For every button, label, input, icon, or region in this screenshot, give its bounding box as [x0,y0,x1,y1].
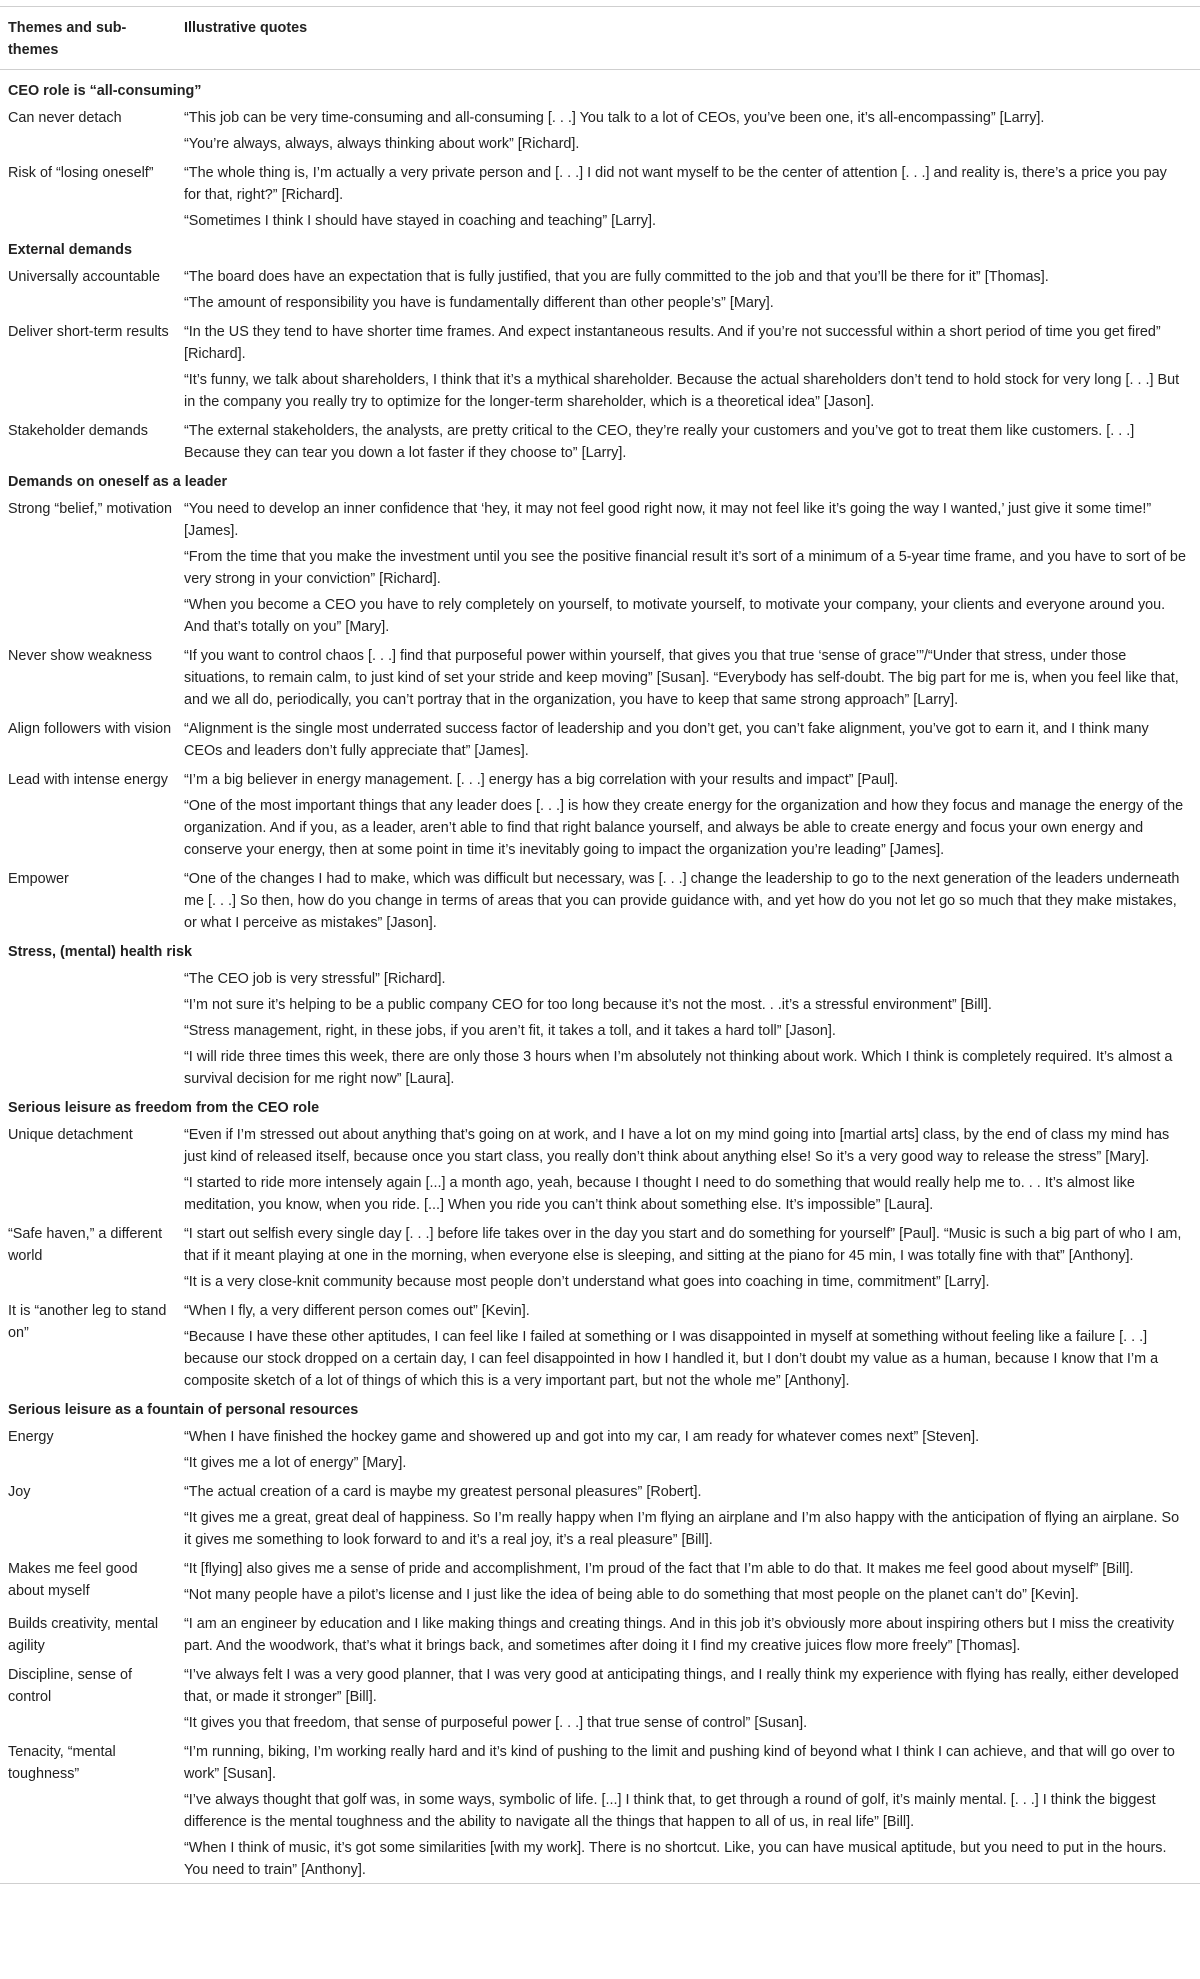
subtheme-label: Discipline, sense of control [8,1667,132,1705]
quote-text: “It [flying] also gives me a sense of pride and accomplishment, I’m proud of the fact that I’m able to do that. It makes me feel good about myself” [Bill]. [184,1561,1134,1577]
quote-row [0,1295,1200,1324]
subtheme-label: Builds creativity, mental agility [8,1616,159,1654]
quote-row [0,640,1200,713]
quote-text: “If you want to control chaos [. . .] find that purposeful power within yourself, that gives you that true ‘sense of grace’”/“Under that stress, under those situations, to remain calm, to just kind of set your stride and keep moving” [Susan]. “Everybody has self-doubt. The big part for me is, when you feel like that, and we all do, periodically, you can’t portray that in the organization, you have to keep that same strong approach” [Larry]. [184,648,1179,708]
theme-heading: Serious leisure as freedom from the CEO role [8,1100,320,1116]
quote-text: “I’m not sure it’s helping to be a public company CEO for too long because it’s not the most. . .it’s a stressful environment” [Bill]. [184,997,992,1013]
subtheme-label: Energy [8,1429,54,1445]
quote-row [0,367,1200,415]
quote-row [0,1787,1200,1835]
quote-row [0,713,1200,764]
quote-row [0,1582,1200,1608]
quote-text: “When you become a CEO you have to rely completely on yourself, to motivate yourself, to motivate your company, your clients and everyone around you. And that’s totally on you” [Mary]. [184,597,1166,635]
table-header [0,7,1200,70]
theme-heading: External demands [8,242,132,258]
header-row [0,7,1200,70]
bottom-rule-cell [0,1884,1200,1886]
quote-row [0,1835,1200,1884]
bottom-rule [0,1884,1200,1886]
subtheme-label: Universally accountable [8,269,160,285]
quote-row [0,1269,1200,1295]
subtheme-label: Empower [8,871,69,887]
quote-text: “One of the changes I had to make, which was difficult but necessary, was [. . .] change the leadership to go to the next generation of the leaders underneath me [. . .] So then, how do you change in terms of areas that you can provide guidance with, and yet how do you not let go so much that they make mistakes, or what I perceive as mistakes” [Jason]. [184,871,1180,931]
theme-heading: Stress, (mental) health risk [8,944,192,960]
quote-text: “I’m a big believer in energy management. [. . .] energy has a big correlation with your results and impact” [Paul]. [184,772,899,788]
subtheme-label: Makes me feel good about myself [8,1561,138,1599]
quote-row [0,863,1200,936]
quote-row [0,264,1200,290]
quote-text: “It gives you that freedom, that sense of purposeful power [. . .] that true sense of control” [Susan]. [184,1715,808,1731]
subtheme-label: It is “another leg to stand on” [8,1303,167,1341]
quote-text: “When I think of music, it’s got some similarities [with my work]. There is no shortcut. Like, you can have musical aptitude, but you need to put in the hours. You need to train” [Anthony]. [184,1840,1167,1878]
quote-text: “It gives me a lot of energy” [Mary]. [184,1455,407,1471]
quote-text: “The board does have an expectation that is fully justified, that you are fully committed to the job and that you’ll be there for it” [Thomas]. [184,269,1049,285]
quote-text: “It gives me a great, great deal of happiness. So I’m really happy when I’m flying an airplane and I’m also happy with the anticipation of flying an airplane. So it gives me something to look forward to and it’s a real joy, it’s a real pleasure” [Bill]. [184,1510,1180,1548]
quote-row [0,966,1200,992]
quote-text: “When I have finished the hockey game and showered up and got into my car, I am ready for whatever comes next” [Steven]. [184,1429,980,1445]
quote-row [0,1170,1200,1218]
quote-text: “I’m running, biking, I’m working really hard and it’s kind of pushing to the limit and pushing kind of beyond what I think I can achieve, and that will go over to work” [Susan]. [184,1744,1175,1782]
quote-text: “I’ve always felt I was a very good planner, that I was very good at anticipating things, and I really think my experience with flying has really, either developed that, or made it stronger” [Bill]. [184,1667,1179,1705]
subtheme-label: Stakeholder demands [8,423,148,439]
quote-text: “From the time that you make the investment until you see the positive financial result it’s sort of a minimum of a 5-year time frame, and you have to sort of be very strong in your conviction” [Richard]. [184,549,1186,587]
theme-row [0,466,1200,496]
quote-row [0,157,1200,208]
quote-text: “Stress management, right, in these jobs, if you aren’t fit, it takes a toll, and it takes a hard toll” [Jason]. [184,1023,836,1039]
quote-text: “I will ride three times this week, there are only those 3 hours when I’m absolutely not thinking about work. Which I think is completely required. It’s almost a survival decision for me right now” [Laura]. [184,1049,1173,1087]
quote-row [0,1505,1200,1553]
quote-text: “Sometimes I think I should have stayed in coaching and teaching” [Larry]. [184,213,656,229]
subtheme-label: Lead with intense energy [8,772,169,788]
quotes-column-header: Illustrative quotes [176,7,1200,70]
subtheme-label: Unique detachment [8,1127,133,1143]
quote-text: “You need to develop an inner confidence that ‘hey, it may not feel good right now, it may not feel like it’s going the way I wanted,’ just give it some time!” [James]. [184,501,1152,539]
quote-row [0,592,1200,640]
table-body [0,70,1200,1884]
theme-row [0,1092,1200,1122]
quote-row [0,496,1200,544]
subtheme-label: Strong “belief,” motivation [8,501,172,517]
quote-row [0,1018,1200,1044]
quote-row [0,1710,1200,1736]
quote-row [0,1736,1200,1787]
quote-row [0,1424,1200,1450]
quote-text: “Because I have these other aptitudes, I can feel like I failed at something or I was disappointed in myself at something without feeling like a failure [. . .] because our stock dropped on a certain day, I can feel disappointed in how I handled it, but I don’t doubt my value as a human, because I know that I’m a composite sketch of a lot of things of which this is a very important part, but not the whole me” [Anthony]. [184,1329,1159,1389]
quote-row [0,131,1200,157]
theme-heading: CEO role is “all-consuming” [8,83,202,99]
subtheme-label: “Safe haven,” a different world [8,1226,163,1264]
quote-text: “Even if I’m stressed out about anything that’s going on at work, and I have a lot on my mind going into [martial arts] class, by the end of class my mind has just kind of released itself, because once you start class, you really don’t think about anything else! So it’s a very good way to release the stress” [Mary]. [184,1127,1170,1165]
quote-row [0,1044,1200,1092]
quote-text: “I start out selfish every single day [. . .] before life takes over in the day you start and do something for yourself” [Paul]. “Music is such a big part of who I am, that if it meant playing at one in the morning, when everyone else is sleeping, and sitting at the piano for 45 min, I was totally fine with that” [Anthony]. [184,1226,1182,1264]
quote-text: “It is a very close-knit community because most people don’t understand what goes into coaching in time, commitment” [Larry]. [184,1274,990,1290]
themes-quotes-table [0,6,1200,1885]
quote-row [0,208,1200,234]
subtheme-label: Joy [8,1484,31,1500]
quote-text: “Not many people have a pilot’s license and I just like the idea of being able to do something that most people on the planet can’t do” [Kevin]. [184,1587,1079,1603]
quote-row [0,1450,1200,1476]
quote-row [0,290,1200,316]
theme-heading: Serious leisure as a fountain of personal resources [8,1402,359,1418]
quote-text: “The amount of responsibility you have is fundamentally different than other people’s” [Mary]. [184,295,774,311]
quote-row [0,793,1200,863]
quote-row [0,105,1200,131]
quote-text: “When I fly, a very different person comes out” [Kevin]. [184,1303,530,1319]
quote-row [0,1659,1200,1710]
quote-row [0,1122,1200,1170]
theme-row [0,234,1200,264]
subtheme-label: Never show weakness [8,648,152,664]
quote-text: “You’re always, always, always thinking about work” [Richard]. [184,136,580,152]
quote-text: “It’s funny, we talk about shareholders, I think that it’s a mythical shareholder. Because the actual shareholders don’t tend to hold stock for very long [. . .] But in the company you really try to optimize for the longer-term shareholder, which is a theoretical idea” [Jason]. [184,372,1180,410]
quote-row [0,1608,1200,1659]
theme-row [0,1394,1200,1424]
theme-heading: Demands on oneself as a leader [8,474,228,490]
subtheme-label: Tenacity, “mental toughness” [8,1744,116,1782]
quote-text: “The whole thing is, I’m actually a very private person and [. . .] I did not want myself to be the center of attention [. . .] and reality is, there’s a price you pay for that, right?” [Richard]. [184,165,1167,203]
subtheme-label: Can never detach [8,110,122,126]
quote-row [0,992,1200,1018]
quote-text: “The actual creation of a card is maybe my greatest personal pleasures” [Robert]. [184,1484,702,1500]
quote-row [0,316,1200,367]
quote-text: “One of the most important things that any leader does [. . .] is how they create energy for the organization and how they focus and manage the energy of the organization. And if you, as a leader, aren’t able to find that right balance yourself, and always be able to create energy and focus your own energy and conserve your energy, then at some point in time it’s inevitably going to impact the organization you’re leading” [James]. [184,798,1184,858]
themes-column-header: Themes and sub-themes [0,7,176,70]
quote-text: “Alignment is the single most underrated success factor of leadership and you don’t get, you can’t fake alignment, you’ve got to earn it, and I think many CEOs and leaders don’t fully appreciate that” [James]. [184,721,1149,759]
theme-row [0,936,1200,966]
quote-text: “I started to ride more intensely again [...] a month ago, yeah, because I thought I need to do something that would really help me to. . . It’s almost like meditation, you know, when you ride. [...] When you ride you can’t think about something else. It’s impossible” [Laura]. [184,1175,1135,1213]
quote-row [0,1324,1200,1394]
quote-text: “The external stakeholders, the analysts, are pretty critical to the CEO, they’re really your customers and you’ve got to treat them like customers. [. . .] Because they can tear you down a lot faster if they choose to” [Larry]. [184,423,1135,461]
quote-row [0,764,1200,793]
subtheme-label [0,966,176,1092]
quote-text: “In the US they tend to have shorter time frames. And expect instantaneous results. And if you’re not successful within a short period of time you get fired” [Richard]. [184,324,1161,362]
table-footer [0,1884,1200,1886]
theme-row [0,70,1200,106]
quote-row [0,1553,1200,1582]
quote-text: “I’ve always thought that golf was, in some ways, symbolic of life. [...] I think that, to get through a round of golf, it’s mainly mental. [. . .] I think the biggest difference is the mental toughness and the ability to navigate all the things that happen to all of us, in real life” [Bill]. [184,1792,1156,1830]
subtheme-label: Align followers with vision [8,721,172,737]
quote-text: “I am an engineer by education and I like making things and creating things. And in this job it’s obviously more about inspiring others but I miss the creativity part. And the woodwork, that’s what it brings back, and sometimes after doing it I find my creative juices flow more freely” [Thomas]. [184,1616,1175,1654]
quote-text: “This job can be very time-consuming and all-consuming [. . .] You talk to a lot of CEOs, you’ve been one, it’s all-encompassing” [Larry]. [184,110,1045,126]
subtheme-label: Risk of “losing oneself” [8,165,154,181]
quote-row [0,415,1200,466]
quote-row [0,544,1200,592]
quote-row [0,1476,1200,1505]
subtheme-label: Deliver short-term results [8,324,169,340]
quote-row [0,1218,1200,1269]
quote-text: “The CEO job is very stressful” [Richard]. [184,971,446,987]
